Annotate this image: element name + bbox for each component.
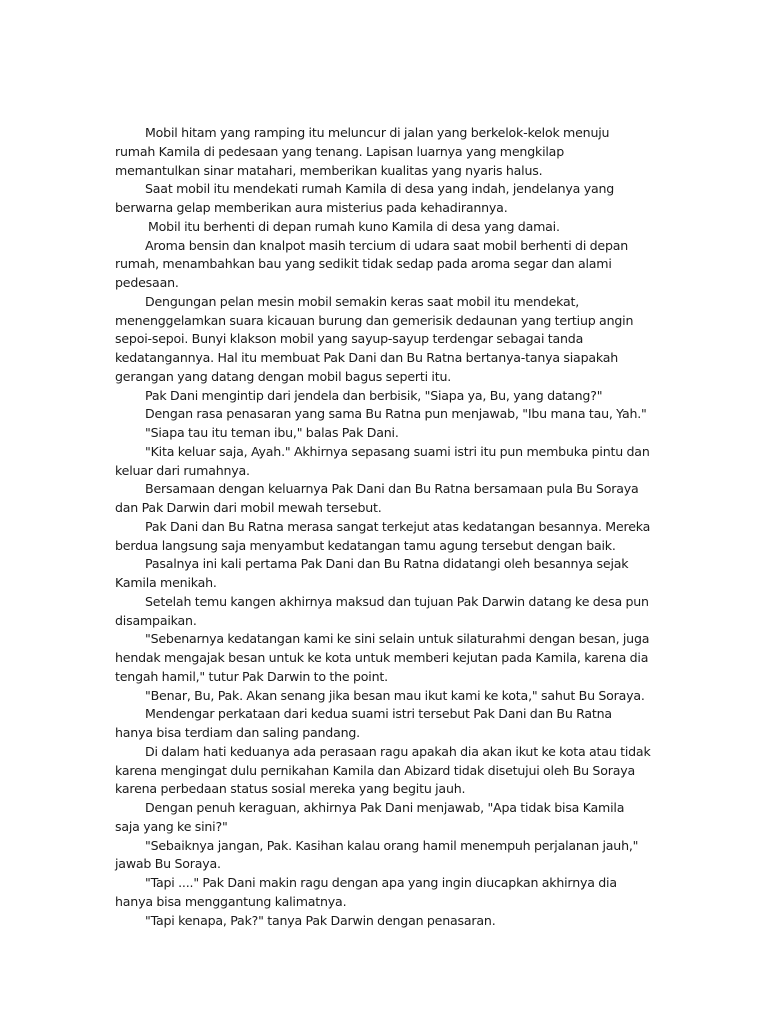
paragraph: "Tapi ...." Pak Dani makin ragu dengan apa yang ingin diucapkan akhirnya dia hanya bisa menggantung kalimatnya.: [115, 875, 617, 909]
paragraph: Di dalam hati keduanya ada perasaan ragu apakah dia akan ikut ke kota atau tidak karena mengingat dulu pernikahan Kamila dan Abizard tidak disetujui oleh Bu Soraya karena perbedaan status sosial mereka yang begitu jauh.: [115, 743, 651, 797]
paragraph: Pak Dani dan Bu Ratna merasa sangat terkejut atas kedatangan besannya. Mereka berdua langsung saja menyambut kedatangan tamu agung tersebut dengan baik.: [115, 518, 651, 553]
paragraph: "Sebaiknya jangan, Pak. Kasihan kalau orang hamil menempuh perjalanan jauh," jawab Bu Soraya.: [115, 837, 639, 872]
paragraph: Mobil hitam yang ramping itu meluncur di jalan yang berkelok-kelok menuju rumah Kamila di pedesaan yang tenang. Lapisan luarnya yang mengkilap memantulkan sinar matahari, memberikan kualitas yang nyaris halus.: [115, 125, 610, 178]
paragraph: Saat mobil itu mendekati rumah Kamila di desa yang indah, jendelanya yang berwarna gelap memberikan aura misterius pada kehadirannya.: [115, 181, 615, 215]
paragraph: Pak Dani mengintip dari jendela dan berbisik, "Siapa ya, Bu, yang datang?": [145, 387, 603, 403]
paragraph: "Siapa tau itu teman ibu," balas Pak Dani.: [145, 425, 399, 440]
paragraph: Mobil itu berhenti di depan rumah kuno Kamila di desa yang damai.: [148, 218, 560, 234]
paragraph: Pasalnya ini kali pertama Pak Dani dan Bu Ratna didatangi oleh besannya sejak Kamila menikah.: [115, 556, 629, 590]
paragraph: "Benar, Bu, Pak. Akan senang jika besan mau ikut kami ke kota," sahut Bu Soraya.: [145, 687, 645, 703]
paragraph: Bersamaan dengan keluarnya Pak Dani dan Bu Ratna bersamaan pula Bu Soraya dan Pak Darwin dari mobil mewah tersebut.: [115, 481, 639, 515]
paragraph: "Sebenarnya kedatangan kami ke sini selain untuk silaturahmi dengan besan, juga hendak mengajak besan untuk ke kota untuk memberi kejutan pada Kamila, karena dia tengah hamil," tutur Pak Darwin to the point.: [115, 631, 650, 684]
paragraph: Dengan rasa penasaran yang sama Bu Ratna pun menjawab, "Ibu mana tau, Yah.": [145, 406, 647, 422]
paragraph: Setelah temu kangen akhirnya maksud dan tujuan Pak Darwin datang ke desa pun disampaikan.: [115, 593, 649, 628]
paragraph: Aroma bensin dan knalpot masih tercium di udara saat mobil berhenti di depan rumah, menambahkan bau yang sedikit tidak sedap pada aroma segar dan alami pedesaan.: [115, 237, 629, 290]
paragraph: Mendengar perkataan dari kedua suami istri tersebut Pak Dani dan Bu Ratna hanya bisa terdiam dan saling pandang.: [115, 706, 612, 740]
paragraph: "Kita keluar saja, Ayah." Akhirnya sepasang suami istri itu pun membuka pintu dan keluar dari rumahnya.: [115, 443, 650, 478]
paragraph: "Tapi kenapa, Pak?" tanya Pak Darwin dengan penasaran.: [145, 912, 496, 928]
story-text: [115, 124, 652, 930]
paragraph: Dengungan pelan mesin mobil semakin keras saat mobil itu mendekat, menenggelamkan suara kicauan burung dan gemerisik dedaunan yang tertiup angin sepoi-sepoi. Bunyi klakson mobil yang sayup-sayup terdengar sebagai tanda kedatangannya. Hal itu membuat Pak Dani dan Bu Ratna bertanya-tanya siapakah gerangan yang datang dengan mobil bagus seperti itu.: [115, 293, 634, 384]
paragraph: Dengan penuh keraguan, akhirnya Pak Dani menjawab, "Apa tidak bisa Kamila saja yang ke sini?": [115, 800, 625, 834]
